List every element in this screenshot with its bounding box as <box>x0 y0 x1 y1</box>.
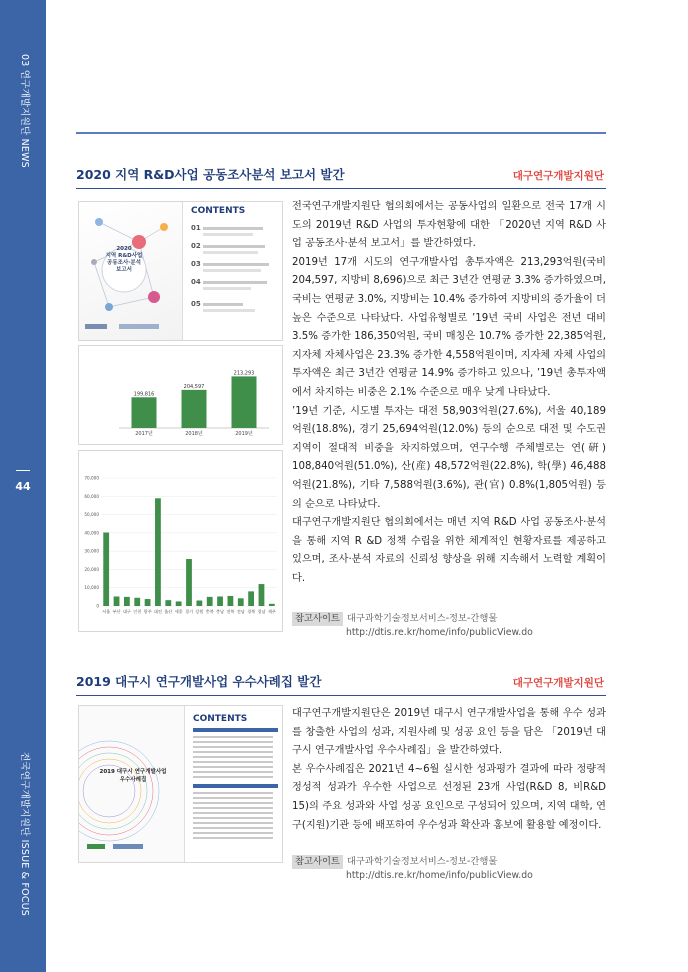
y-tick-label: 40,000 <box>84 530 99 536</box>
section-org: 대구연구개발지원단 <box>512 677 604 689</box>
bar <box>176 601 182 606</box>
data-label: 199,816 <box>133 391 155 398</box>
data-label: 204,597 <box>183 383 205 390</box>
cover-title: 2020 지역 R&D사업 공동조사·분석 보고서 <box>105 246 143 273</box>
toc-line <box>193 751 273 753</box>
paragraph: 본 우수사례집은 2021년 4~6월 실시한 성과평가 결과에 따라 정량적 정성적 성과가 우수한 사업으로 선정된 23개 사업(R&D 8, 비R&D 15)의 주요 성과와 사업 성공 요인으로 구성되어 있으며, 지역 대학, 연구(지원)기관 등에 배포하여 우수성과 확산과 홍보에 활용할 예정이다. <box>292 763 606 831</box>
tick-label: 경기 <box>184 609 194 614</box>
toc-line <box>193 736 273 738</box>
reference-tag: 참고사이트 <box>292 855 343 869</box>
bar <box>228 596 234 606</box>
tick-label: 전남 <box>236 609 245 614</box>
toc-line <box>193 832 273 834</box>
chart2-svg <box>79 451 283 632</box>
side-magazine-label: 전국연구개발지원단 ISSUE & FOCUS <box>19 752 30 917</box>
toc-number: 03 <box>191 260 201 268</box>
toc-line <box>203 245 265 248</box>
tick-label: 경북 <box>247 609 256 614</box>
toc-number: 01 <box>191 224 201 232</box>
tick-label: 대구 <box>122 609 131 614</box>
y-tick-label: 10,000 <box>84 585 99 591</box>
casebook-cover-image <box>78 705 283 863</box>
toc-line <box>203 233 253 236</box>
paragraph: 전국연구개발지원단 협의회에서는 공동사업의 일환으로 전국 17개 시도의 2019년 R&D 사업의 투자현황에 대한 「2020년 지역 R&D 사업 공동조사·분석 보고서」를 발간하였다. <box>292 201 606 250</box>
section-org: 대구연구개발지원단 <box>512 170 604 182</box>
reference <box>292 855 606 883</box>
reference-link[interactable]: http://dtis.re.kr/home/info/publicView.do <box>346 627 533 638</box>
y-tick-label: 50,000 <box>84 512 99 518</box>
chart-regional-investment <box>78 450 283 632</box>
bar <box>182 390 207 428</box>
toc-band <box>193 728 278 732</box>
tick-label: 충북 <box>205 609 214 614</box>
data-label: 213,293 <box>233 370 255 377</box>
toc-line <box>203 281 267 284</box>
toc-line <box>203 269 261 272</box>
section-header <box>76 163 606 189</box>
toc-number: 02 <box>191 242 201 250</box>
bar <box>196 601 202 606</box>
y-tick-label: 30,000 <box>84 548 99 554</box>
y-tick-label: 60,000 <box>84 493 99 499</box>
bar <box>186 559 192 606</box>
toc-line <box>193 741 273 743</box>
section-header <box>76 670 606 696</box>
toc-line <box>203 251 258 254</box>
divider <box>16 470 30 471</box>
cover-title: 2019 대구시 연구개발사업 우수사례집 <box>99 769 167 783</box>
toc-line <box>193 817 273 819</box>
tick-label: 전북 <box>226 609 235 614</box>
bar <box>124 597 130 606</box>
toc-line <box>193 771 273 773</box>
toc-line <box>203 303 243 306</box>
toc-line <box>193 812 273 814</box>
cover-page <box>79 202 183 341</box>
toc-line <box>193 797 273 799</box>
reference-site: 대구과학기술정보서비스-정보-간행물 <box>346 856 498 867</box>
section-title: 2020 지역 R&D사업 공동조사분석 보고서 발간 <box>76 167 345 182</box>
bar <box>145 599 151 606</box>
bar <box>132 397 157 428</box>
toc-number: 04 <box>191 278 201 286</box>
tick-label: 광주 <box>143 609 152 614</box>
toc-line <box>193 827 273 829</box>
report-cover-image <box>78 201 283 341</box>
tick-label: 대전 <box>153 609 162 614</box>
bar <box>232 376 257 428</box>
toc-band <box>193 784 278 788</box>
side-section-label: 03 연구개발지원단 NEWS <box>19 54 30 168</box>
tick-label: 서울 <box>102 609 111 614</box>
paragraph: 대구연구개발지원단 협의회에서는 매년 지역 R&D 사업 공동조사·분석을 통해 지역 R &D 정책 수립을 위한 체계적인 현황자료를 제공하고 있으며, 조사·분석 자료의 신뢰성 향상을 위해 지속해서 노력할 계획이다. <box>292 517 606 584</box>
toc-line <box>203 287 251 290</box>
toc-line <box>193 761 273 763</box>
toc-line <box>203 227 263 230</box>
contents-page <box>183 202 283 341</box>
tick-label: 강원 <box>195 609 204 614</box>
cover-logo <box>119 324 159 329</box>
cover-logo <box>85 324 107 329</box>
y-tick-label: 0 <box>96 603 99 609</box>
page-number: 44 <box>15 480 31 493</box>
chart1-svg <box>79 346 283 445</box>
tick-label: 경남 <box>257 609 266 614</box>
bar <box>269 604 275 606</box>
toc-line <box>193 837 273 839</box>
toc-line <box>193 822 273 824</box>
toc-line <box>193 802 273 804</box>
tick-label: 부산 <box>112 609 121 614</box>
bar <box>165 600 171 606</box>
y-tick-label: 20,000 <box>84 566 99 572</box>
bar <box>134 598 140 606</box>
top-rule <box>76 132 606 134</box>
toc-line <box>193 792 273 794</box>
toc-line <box>203 309 255 312</box>
toc-line <box>193 756 273 758</box>
tick-label: 2018년 <box>185 431 203 437</box>
paragraph: ’19년 기준, 시도별 투자는 대전 58,903억원(27.6%), 서울 40,189억원(18.8%), 경기 25,694억원(12.0%) 등의 순으로 대전 및 수도권 지역이 절대적 비중을 차지하였으며, 연구수행 주체별로는 연(硏) 108,840억원(51.0%), 산(産) 48,572억원(22.8%), 학(學) 46,488억원(21.8%), 기타 7,588억원(3.6%), 관(官) 0.8%(1,805억원) 등의 순으로 나타났다. <box>292 405 606 510</box>
bar <box>207 597 213 606</box>
section-title: 2019 대구시 연구개발사업 우수사례집 발간 <box>76 674 322 689</box>
bar <box>259 584 265 606</box>
bar <box>238 598 244 606</box>
paragraph: 대구연구개발지원단은 2019년 대구시 연구개발사업을 통해 우수 성과를 창출한 사업의 성과, 지원사례 및 성공 요인 등을 담은 「2019년 대구시 연구개발사업 우수사례집」을 발간하였다. <box>292 708 606 757</box>
toc-line <box>193 766 273 768</box>
cover-ring-graphic <box>79 706 185 863</box>
tick-label: 세종 <box>174 609 183 614</box>
reference <box>292 612 606 640</box>
paragraph: 2019년 17개 시도의 연구개발사업 총투자액은 213,293억원(국비 204,597, 지방비 8,696)으로 최근 3년간 연평균 3.3% 증가하였으며, 국비는 연평균 3.0%, 지방비는 10.4% 증가하여 지방비의 증가율이 더 높은 수준으로 나타났다. 사업유형별로 ’19년 국비 사업은 전년 대비 3.5% 증가한 186,350억원, 국비 매칭은 10.7% 증가한 22,385억원, 지자체 자체사업은 23.3% 증가한 4,558억원이며, 지자체 자체 사업의 투자액은 최근 3년간 연평균 14.9% 증가하고 있으나, ’19년 총투자액에서 차지하는 비중은 2.1% 수준으로 매우 낮게 나타났다. <box>292 256 606 398</box>
tick-label: 제주 <box>267 609 276 614</box>
bar <box>217 596 223 606</box>
tick-label: 2019년 <box>235 431 253 437</box>
toc-line <box>193 807 273 809</box>
tick-label: 인천 <box>133 609 142 614</box>
toc-number: 05 <box>191 300 201 308</box>
article-body <box>292 705 606 835</box>
reference-link[interactable]: http://dtis.re.kr/home/info/publicView.do <box>346 870 533 881</box>
tick-label: 충남 <box>216 609 225 614</box>
bar <box>248 591 254 606</box>
toc-line <box>193 776 273 778</box>
tick-label: 울산 <box>164 609 173 614</box>
contents-heading: CONTENTS <box>191 206 246 216</box>
tick-label: 2017년 <box>135 431 153 437</box>
toc-line <box>203 263 269 266</box>
toc-line <box>193 746 273 748</box>
article-body <box>292 198 606 588</box>
chart-yearly-investment <box>78 345 283 445</box>
reference-tag: 참고사이트 <box>292 612 343 626</box>
cover-page <box>79 706 185 863</box>
bar <box>114 596 120 606</box>
bar <box>103 533 109 606</box>
contents-page <box>185 706 283 863</box>
y-tick-label: 70,000 <box>84 475 99 481</box>
bar <box>155 498 161 606</box>
reference-site: 대구과학기술정보서비스-정보-간행물 <box>346 613 498 624</box>
contents-heading: CONTENTS <box>193 714 248 724</box>
